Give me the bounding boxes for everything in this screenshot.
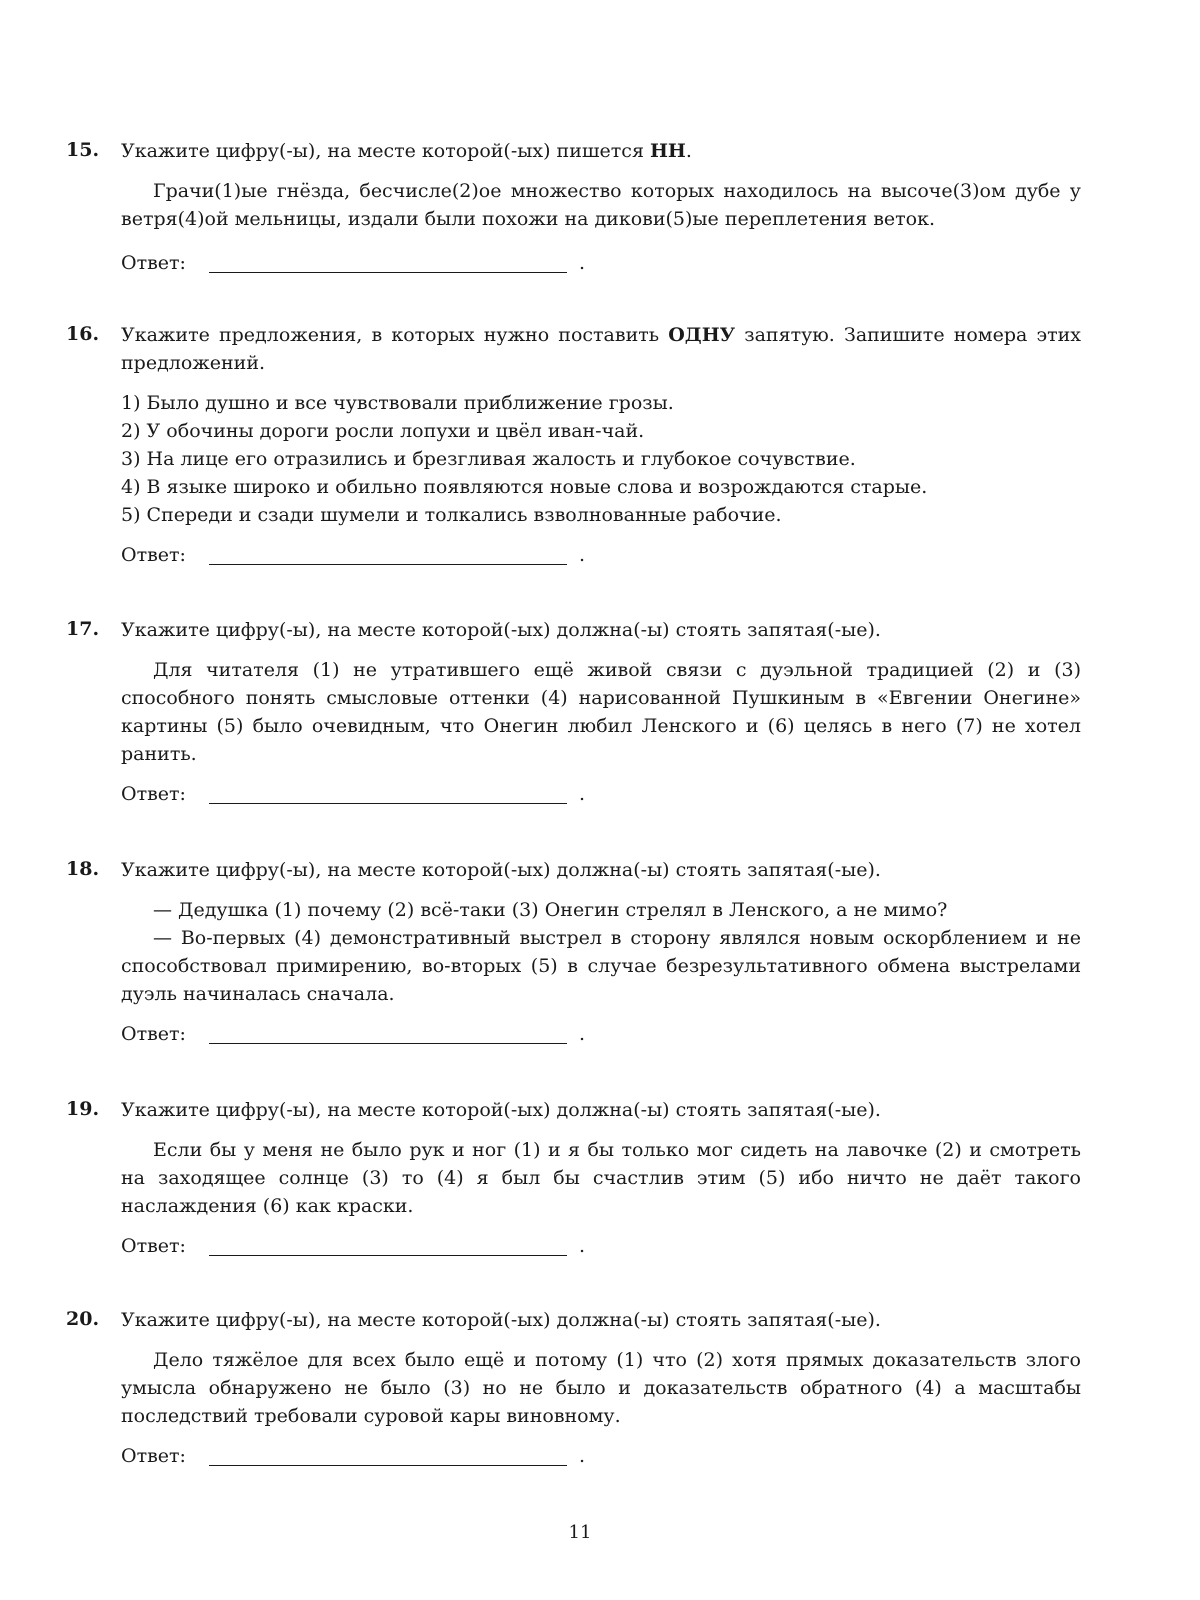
task-instruction: Укажите цифру(-ы), на месте которой(-ых) пишется НН.: [121, 140, 692, 162]
task-instruction: Укажите цифру(-ы), на месте которой(-ых) должна(-ы) стоять запятая(-ые).: [121, 1309, 881, 1331]
sentence-list: [121, 389, 1081, 529]
list-item: 1) Было душно и все чувствовали приближение грозы.: [121, 392, 674, 414]
task-number: 17.: [66, 618, 100, 640]
answer-label: Ответ:: [121, 252, 186, 274]
answer-field[interactable]: Ответ: .: [121, 1445, 586, 1467]
page-number: 11: [568, 1522, 592, 1543]
task-number: 19.: [66, 1098, 100, 1120]
task-text: Дело тяжёлое для всех было ещё и потому (1) что (2) хотя прямых доказательств злого умысла обнаружено не было (3) но не было и доказательств обратного (4) а масштабы последствий требовали суровой кары виновному.: [121, 1349, 1081, 1427]
task-number: 18.: [66, 858, 100, 880]
dialog-line: — Дедушка (1) почему (2) всё-таки (3) Онегин стрелял в Ленского, а не мимо?: [153, 899, 948, 921]
task-text: Грачи(1)ые гнёзда, бесчисле(2)ое множество которых находилось на высоче(3)ом дубе у ветря(4)ой мельницы, издали были похожи на дикови(5)ые переплетения веток.: [121, 180, 1081, 230]
task-instruction: Укажите цифру(-ы), на месте которой(-ых) должна(-ы) стоять запятая(-ые).: [121, 859, 881, 881]
answer-line[interactable]: [209, 1043, 567, 1044]
answer-field[interactable]: Ответ: .: [121, 783, 586, 805]
answer-line[interactable]: [209, 1255, 567, 1256]
answer-label: Ответ:: [121, 1023, 186, 1045]
task-instruction: Укажите предложения, в которых нужно поставить ОДНУ запятую. Запишите номера этих предложений.: [121, 324, 1081, 374]
answer-line[interactable]: [209, 1465, 567, 1466]
answer-line[interactable]: [209, 564, 567, 565]
task-text: Если бы у меня не было рук и ног (1) и я бы только мог сидеть на лавочке (2) и смотреть на заходящее солнце (3) то (4) я был бы счастлив этим (5) ибо ничто не даёт такого наслаждения (6) как краски.: [121, 1139, 1081, 1217]
answer-label: Ответ:: [121, 783, 186, 805]
task-number: 20.: [66, 1308, 100, 1330]
answer-label: Ответ:: [121, 1235, 186, 1257]
answer-field[interactable]: Ответ: .: [121, 544, 586, 566]
list-item: 2) У обочины дороги росли лопухи и цвёл иван-чай.: [121, 420, 645, 442]
answer-line[interactable]: [209, 803, 567, 804]
task-number: 16.: [66, 323, 100, 345]
list-item: 3) На лице его отразились и брезгливая жалость и глубокое сочувствие.: [121, 448, 856, 470]
task-dialog: [121, 896, 1081, 1008]
task-instruction: Укажите цифру(-ы), на месте которой(-ых) должна(-ы) стоять запятая(-ые).: [121, 1099, 881, 1121]
answer-label: Ответ:: [121, 544, 186, 566]
answer-field[interactable]: Ответ: .: [121, 1235, 586, 1257]
answer-line[interactable]: [209, 272, 567, 273]
task-instruction: Укажите цифру(-ы), на месте которой(-ых) должна(-ы) стоять запятая(-ые).: [121, 619, 881, 641]
task-text: Для читателя (1) не утратившего ещё живой связи с дуэльной традицией (2) и (3) способного понять смысловые оттенки (4) нарисованной Пушкиным в «Евгении Онегине» картины (5) было очевидным, что Онегин любил Ленского и (6) целясь в него (7) не хотел ранить.: [121, 659, 1081, 765]
answer-label: Ответ:: [121, 1445, 186, 1467]
answer-field[interactable]: Ответ: .: [121, 1023, 586, 1045]
task-number: 15.: [66, 139, 100, 161]
list-item: 5) Спереди и сзади шумели и толкались взволнованные рабочие.: [121, 504, 782, 526]
list-item: 4) В языке широко и обильно появляются новые слова и возрождаются старые.: [121, 476, 928, 498]
answer-field[interactable]: Ответ: .: [121, 252, 586, 274]
dialog-line: — Во-первых (4) демонстративный выстрел в сторону являлся новым оскорблением и не способствовал примирению, во-вторых (5) в случае безрезультативного обмена выстрелами дуэль начиналась сначала.: [121, 927, 1081, 1005]
